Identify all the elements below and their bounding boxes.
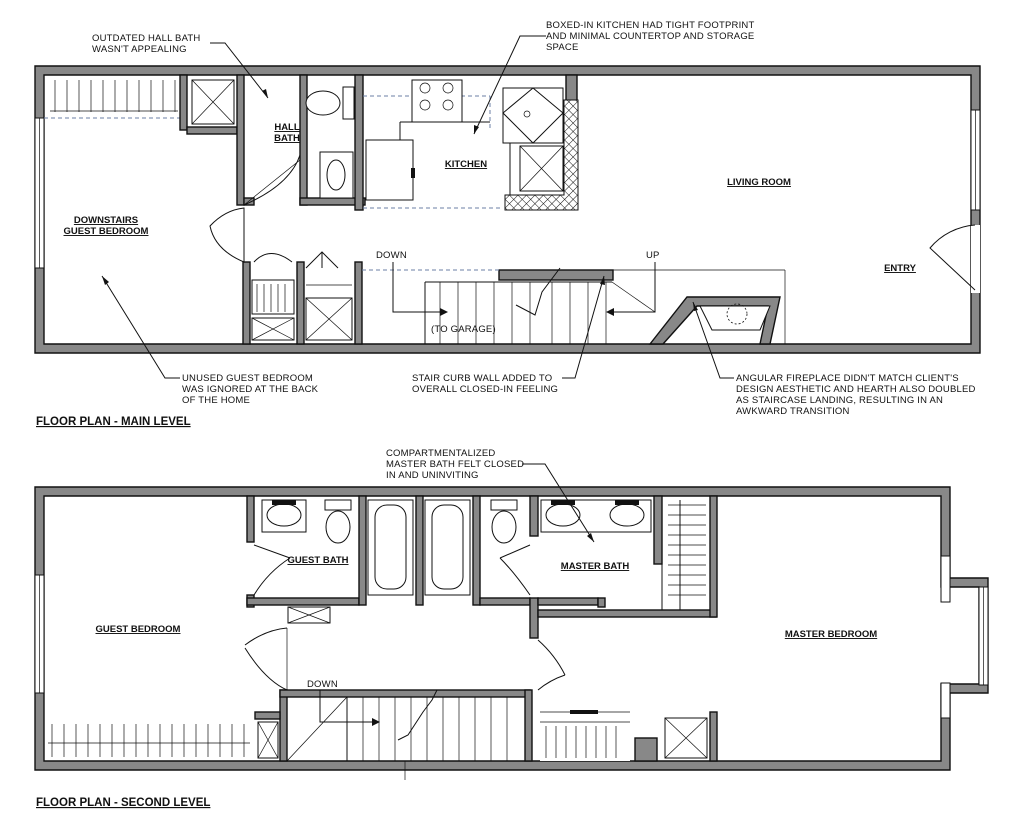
guest-bedroom-label: GUEST BEDROOM bbox=[63, 226, 149, 237]
guest-bath-door bbox=[254, 545, 290, 595]
kitchen-note: BOXED-IN KITCHEN HAD TIGHT FOOTPRINT AND MINIMAL COUNTERTOP AND STORAGE SPACE bbox=[546, 20, 755, 53]
stair-down-label: DOWN bbox=[376, 250, 407, 261]
closet-wall bbox=[180, 75, 187, 130]
stair-up-label: UP bbox=[646, 250, 660, 261]
second-down-label: DOWN bbox=[307, 679, 338, 690]
kitchen-label: KITCHEN bbox=[444, 159, 488, 170]
kitchen-fixtures bbox=[363, 80, 563, 208]
stair-curb-leader bbox=[562, 276, 604, 378]
master-bath-label: MASTER BATH bbox=[560, 561, 630, 572]
main-level-plan bbox=[35, 20, 980, 428]
entry-door bbox=[930, 225, 975, 290]
master-walk-in-closet bbox=[662, 500, 706, 610]
master-bath-door bbox=[500, 545, 530, 595]
second-level-title: FLOOR PLAN - SECOND LEVEL bbox=[36, 797, 211, 809]
refrigerator bbox=[366, 140, 413, 200]
pantry-door bbox=[306, 252, 338, 268]
entry-label: ENTRY bbox=[884, 263, 916, 274]
master-toilet bbox=[492, 511, 516, 543]
linen-closet-door bbox=[254, 254, 292, 263]
main-level-title: FLOOR PLAN - MAIN LEVEL bbox=[36, 416, 191, 428]
guest-bedroom-note: UNUSED GUEST BEDROOM WAS IGNORED AT THE BACK OF THE HOME bbox=[182, 373, 319, 406]
to-garage-label: (TO GARAGE) bbox=[431, 324, 496, 335]
linen-closet bbox=[252, 280, 294, 314]
guest-bedroom-closet bbox=[48, 724, 250, 757]
hall-bath-note: OUTDATED HALL BATH WASN'T APPEALING bbox=[92, 33, 201, 55]
master-bath-note: COMPARTMENTALIZED MASTER BATH FELT CLOSED IN AND UNINVITING bbox=[386, 448, 525, 481]
bath-label: BATH bbox=[274, 133, 300, 144]
downstairs-label: DOWNSTAIRS bbox=[73, 215, 139, 226]
bedroom-closet bbox=[44, 80, 180, 118]
second-guest-bedroom-label: GUEST BEDROOM bbox=[95, 624, 181, 635]
fireplace-note: ANGULAR FIREPLACE DIDN'T MATCH CLIENT'S DESIGN AESTHETIC AND HEARTH ALSO DOUBLED AS STAIRCASE LANDING, RESULTING IN AN AWKWARD TRANSITION bbox=[736, 373, 976, 417]
stair-curb-wall bbox=[499, 270, 613, 280]
guest-bedroom-leader bbox=[102, 276, 180, 378]
up-arrow bbox=[612, 262, 655, 312]
master-bedroom-door bbox=[538, 640, 565, 690]
guest-bath-toilet bbox=[326, 511, 350, 543]
hall-label: HALL bbox=[274, 122, 300, 133]
second-level-plan bbox=[35, 448, 988, 809]
bedroom-door bbox=[210, 208, 244, 262]
master-bedroom-label: MASTER BEDROOM bbox=[784, 629, 878, 640]
range bbox=[412, 80, 462, 122]
guest-bath-label: GUEST BATH bbox=[287, 555, 349, 566]
guest-bedroom-door bbox=[245, 628, 287, 690]
stair-curb-note: STAIR CURB WALL ADDED TO OVERALL CLOSED-IN FEELING bbox=[412, 373, 559, 395]
hall-toilet bbox=[306, 91, 340, 115]
living-room-label: LIVING ROOM bbox=[727, 177, 791, 188]
